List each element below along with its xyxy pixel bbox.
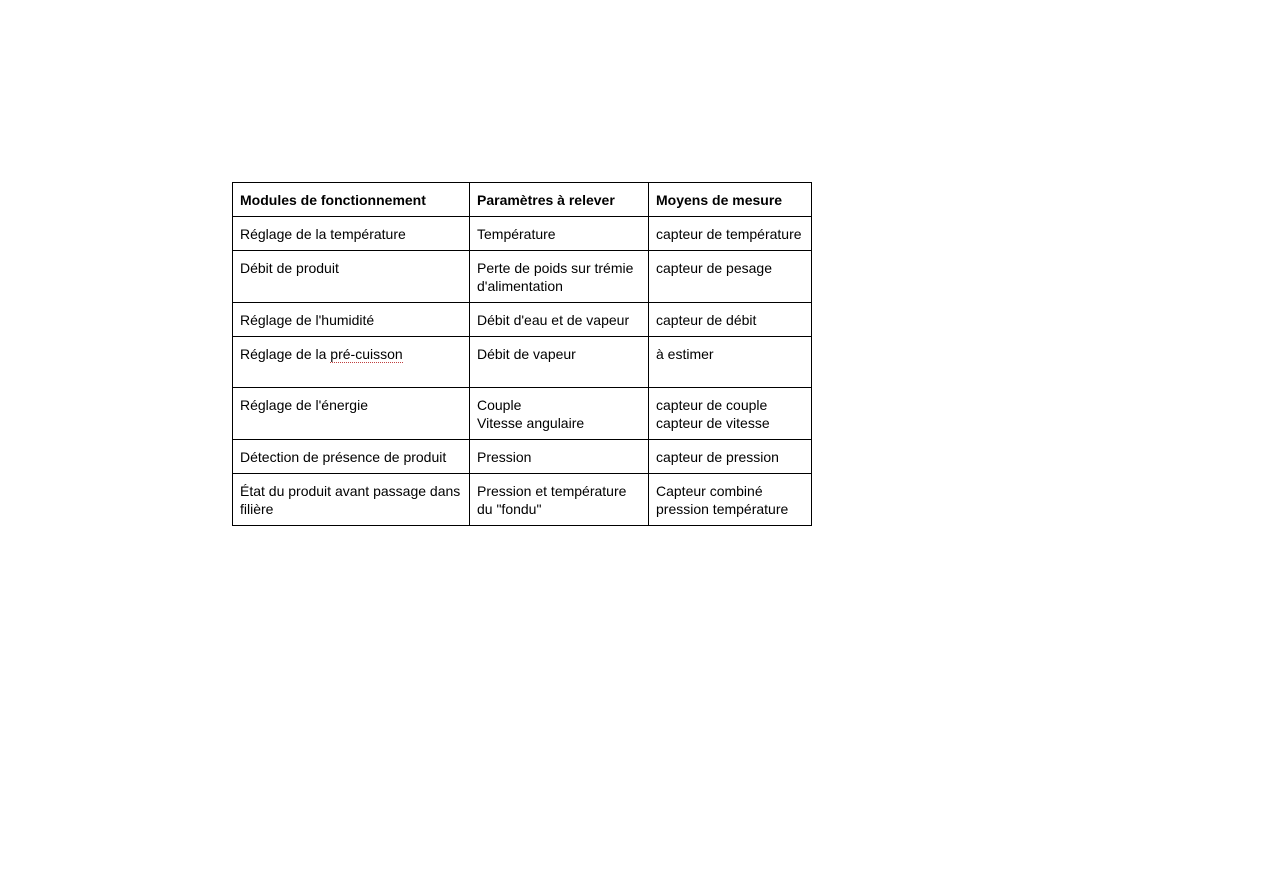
- cell-module: Réglage de la température: [233, 217, 470, 251]
- cell-module: [233, 337, 470, 388]
- cell-parametre: Débit de vapeur: [470, 337, 649, 388]
- moyen-line: capteur de couple: [656, 397, 768, 413]
- cell-parametre: [470, 388, 649, 440]
- table-row: [233, 388, 812, 440]
- cell-parametre: Débit d'eau et de vapeur: [470, 303, 649, 337]
- header-modules: Modules de fonctionnement: [233, 183, 470, 217]
- module-prefix: Réglage de la: [240, 346, 331, 362]
- cell-moyen: capteur de pesage: [649, 251, 812, 303]
- cell-moyen: capteur de température: [649, 217, 812, 251]
- cell-parametre: Pression: [470, 440, 649, 474]
- cell-module: État du produit avant passage dans filière: [233, 474, 470, 526]
- cell-moyen: Capteur combiné pression température: [649, 474, 812, 526]
- header-parametres: Paramètres à relever: [470, 183, 649, 217]
- measurement-table: [232, 182, 812, 526]
- cell-moyen: capteur de débit: [649, 303, 812, 337]
- spellcheck-underlined-word: pré-cuisson: [330, 346, 403, 362]
- table-row: [233, 251, 812, 303]
- table-row: [233, 217, 812, 251]
- moyen-line: capteur de vitesse: [656, 415, 770, 431]
- table-row: [233, 474, 812, 526]
- cell-module: Débit de produit: [233, 251, 470, 303]
- cell-parametre: Pression et température du "fondu": [470, 474, 649, 526]
- parametre-line: Couple: [477, 397, 522, 413]
- cell-module: Réglage de l'humidité: [233, 303, 470, 337]
- cell-module: Réglage de l'énergie: [233, 388, 470, 440]
- table-row: [233, 337, 812, 388]
- cell-moyen: à estimer: [649, 337, 812, 388]
- cell-moyen: capteur de pression: [649, 440, 812, 474]
- cell-module: Détection de présence de produit: [233, 440, 470, 474]
- cell-moyen: [649, 388, 812, 440]
- header-moyens: Moyens de mesure: [649, 183, 812, 217]
- parametre-line: Vitesse angulaire: [477, 415, 585, 431]
- table-row: [233, 440, 812, 474]
- cell-parametre: Température: [470, 217, 649, 251]
- table-header-row: [233, 183, 812, 217]
- cell-parametre: Perte de poids sur trémie d'alimentation: [470, 251, 649, 303]
- table-row: [233, 303, 812, 337]
